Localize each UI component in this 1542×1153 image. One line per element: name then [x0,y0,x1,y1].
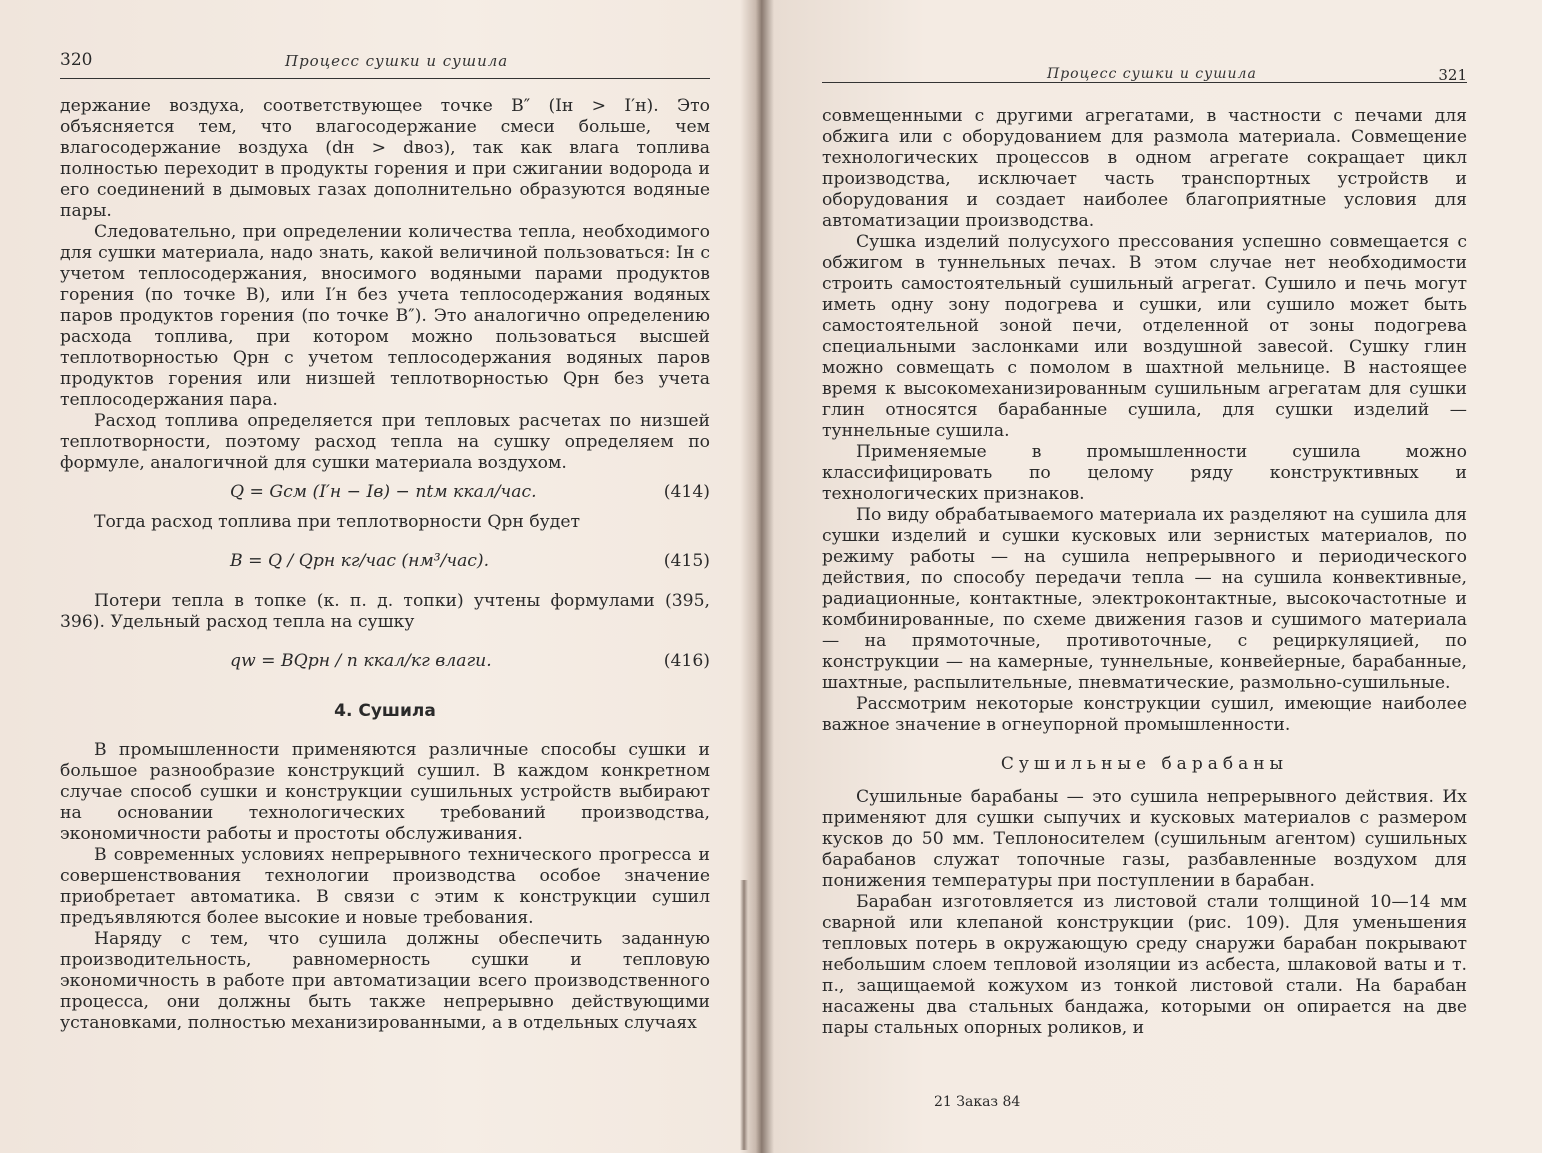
formula-number: (416) [663,651,710,671]
paragraph: совмещенными с другими агрегатами, в частности с печами для обжига или с оборудованием для размола материала. Совмещение технологических процессов в одном агрегате сокращает цикл производства, исключает часть транспортных устройств и оборудования и создает наиболее благоприятные условия для автоматизации производства. [822,106,1467,231]
formula-416 [60,637,710,687]
paragraph: Применяемые в промышленности сушила можно классифицировать по целому ряду конструктивных и технологических признаков. [822,442,1467,504]
right-page-header [822,52,1467,83]
page-fold-shadow [740,880,748,1150]
formula-number: (415) [663,551,710,571]
paragraph: Рассмотрим некоторые конструкции сушил, имеющие наиболее важное значение в огнеупорной промышленности. [822,694,1467,735]
right-running-title: Процесс сушки и сушила [1047,66,1257,82]
subsection-title: Сушильные барабаны [1000,754,1289,774]
paragraph: В промышленности применяются различные способы сушки и большое разнообразие конструкций сушил. В каждом конкретном случае способ сушки и конструкции сушильных устройств выбирают на основании технологических требований производства, экономичности работы и простоты обслуживания. [60,740,710,844]
paragraph: Барабан изготовляется из листовой стали толщиной 10—14 мм сварной или клепаной конструкции (рис. 109). Для уменьшения тепловых потерь в окружающую среду снаружи барабан покрывают небольшим слоем тепловой изоляции из асбеста, шлаковой ваты и т. п., защищаемой кожухом из тонкой листовой стали. На барабан насажены два стальных бандажа, которыми он опирается на две пары стальных опорных роликов, и [822,892,1467,1038]
formula-414 [60,478,710,508]
paragraph: держание воздуха, соответствующее точке B″ (Iн > I′н). Это объясняется тем, что влагосодержание смеси больше, чем влагосодержание воздуха (dн > dвоз), так как влага топлива полностью переходит в продукты горения и при сжигании водорода и его соединений в дымовых газах дополнительно образуются водяные пары. [60,96,710,221]
formula-expression: qw = BQрн / n ккал/кг влаги. [230,651,492,671]
left-running-title: Процесс сушки и сушила [285,52,509,70]
signature-footer: 21 Заказ 84 [934,1094,1021,1110]
paragraph: Следовательно, при определении количества тепла, необходимого для сушки материала, надо знать, какой величиной пользоваться: Iн с учетом теплосодержания, вносимого водяными парами продуктов горения (по точке B), или I′н без учета теплосодержания водяных паров продуктов горения (по точке B″). Это аналогично определению расхода топлива, при котором можно пользоваться высшей теплотворностью Qрн с учетом теплосодержания водяных паров продуктов горения или низшей теплотворностью Qрн без учета теплосодержания пара. [60,222,710,410]
paragraph: Расход топлива определяется при тепловых расчетах по низшей теплотворности, поэтому расход тепла на сушку определяем по формуле, аналогичной для сушки материала воздухом. [60,411,710,473]
paragraph: Потери тепла в топке (к. п. д. топки) учтены формулами (395, 396). Удельный расход тепла на сушку [60,591,710,632]
paragraph: Наряду с тем, что сушила должны обеспечить заданную производительность, равномерность сушки и тепловую экономичность в работе при автоматизации всего производственного процесса, они должны быть также непрерывно действующими установками, полностью механизированными, а в отдельных случаях [60,929,710,1033]
left-page-header [60,48,710,79]
right-page-body [822,106,1467,1039]
formula-expression: Q = Gсм (I′н − Iв) − ntм ккал/час. [230,482,537,502]
formula-number: (414) [663,482,710,502]
formula-415 [60,537,710,587]
left-page-number: 320 [60,50,93,70]
formula-expression: B = Q / Qрн кг/час (нм³/час). [230,551,490,571]
left-page-body [60,96,710,1034]
paragraph: По виду обрабатываемого материала их разделяют на сушила для сушки изделий и сушки кусковых или зернистых материалов, по режиму работы — на сушила непрерывного и периодического действия, по способу передачи тепла — на сушила конвективные, радиационные, контактные, электроконтактные, высокочастотные и комбинированные, по схеме движения газов и сушимого материала — на прямоточные, противоточные, с рециркуляцией, по конструкции — на камерные, туннельные, конвейерные, барабанные, шахтные, распылительные, пневматические, размольно-сушильные. [822,505,1467,693]
paragraph: Сушильные барабаны — это сушила непрерывного действия. Их применяют для сушки сыпучих и кусковых материалов с размером кусков до 50 мм. Теплоносителем (сушильным агентом) сушильных барабанов служат топочные газы, разбавленные воздухом для понижения температуры при поступлении в барабан. [822,787,1467,891]
section-title: 4. Сушила [334,701,436,721]
left-page [60,0,710,1153]
paragraph: В современных условиях непрерывного технического прогресса и совершенствования технологии производства особое значение приобретает автоматика. В связи с этим к конструкции сушил предъявляются более высокие и новые требования. [60,845,710,928]
paragraph: Сушка изделий полусухого прессования успешно совмещается с обжигом в туннельных печах. В этом случае нет необходимости строить самостоятельный сушильный агрегат. Сушило и печь могут иметь одну зону подогрева и сушки, или сушило может быть самостоятельной зоной печи, отделенной от зоны подогрева специальными заслонками или воздушной завесой. Сушку глин можно совмещать с помолом в шахтной мельнице. В настоящее время к высокомеханизированным сушильным агрегатам для сушки глин относятся барабанные сушила, для сушки изделий — туннельные сушила. [822,232,1467,441]
right-page-number: 321 [1438,66,1467,84]
paragraph: Тогда расход топлива при теплотворности Qрн будет [94,512,581,532]
right-page [822,0,1467,1153]
